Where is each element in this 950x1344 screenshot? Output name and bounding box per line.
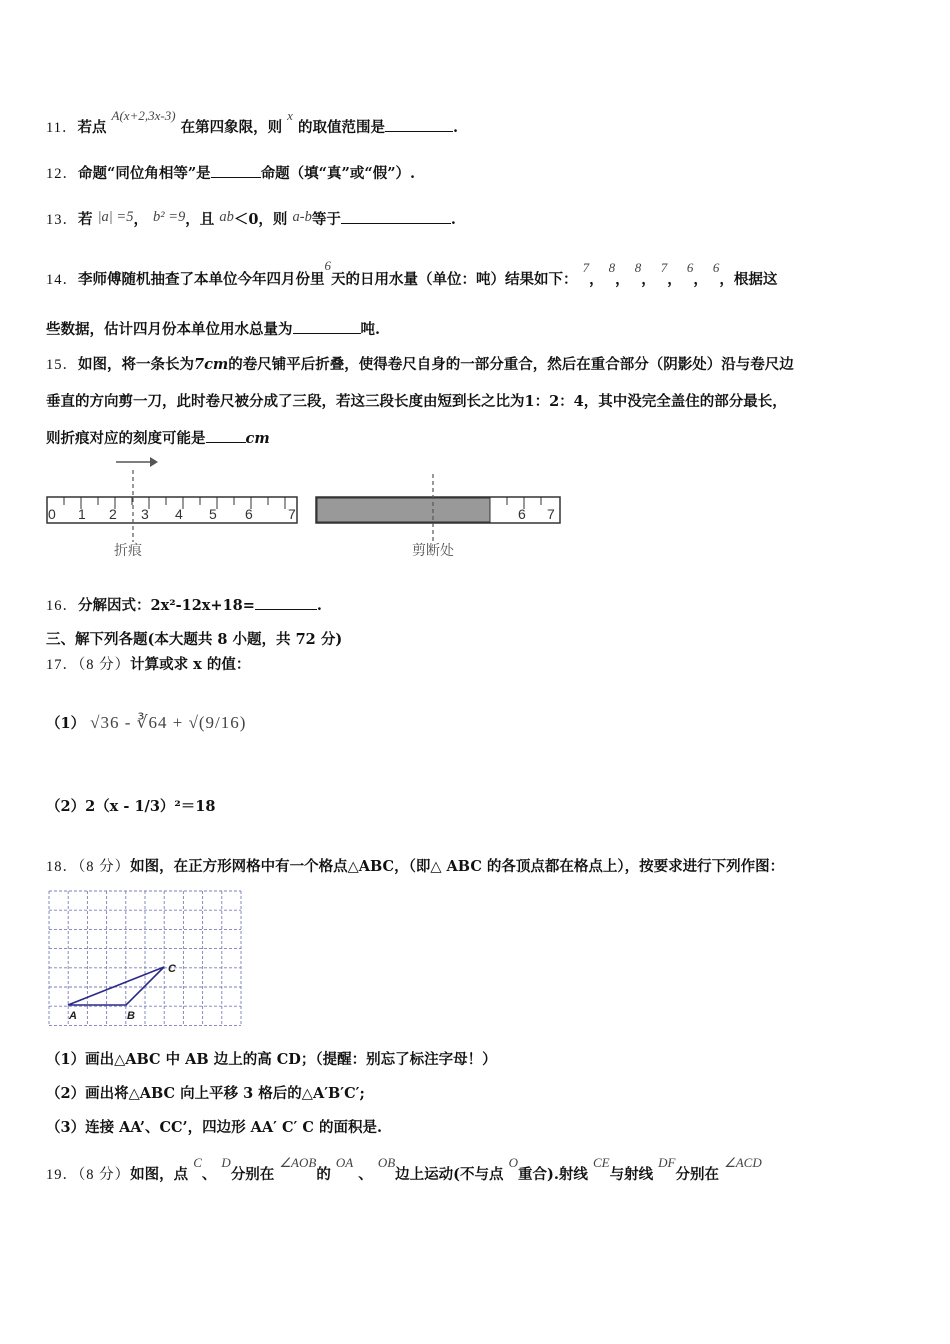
section-heading: 三、解下列各题(本大题共 8 小题，共 72 分) [46, 631, 343, 648]
question-17-part1: （1） √36 - ∛64 + √(9/16) [46, 713, 247, 732]
overlap-shaded-region [317, 498, 490, 522]
question-18-part1: （1）画出△ABC 中 AB 边上的高 CD；（提醒：别忘了标注字母！） [46, 1051, 497, 1068]
sqrt-expression: √36 - ∛64 + √(9/16) [90, 713, 247, 732]
tick-label: 4 [175, 506, 183, 522]
question-15-line2: 垂直的方向剪一刀，此时卷尺被分成了三段，若这三段长度由短到长之比为1：2：4，其中没完全盖住的部分最长， [46, 393, 787, 410]
tick-label: 7 [547, 506, 555, 522]
question-18-part3: （3）连接 AA’、CC’，四边形 AA′ C′ C 的面积是. [46, 1119, 383, 1136]
answer-blank[interactable] [255, 595, 317, 610]
ruler-figure [44, 452, 564, 562]
vertex-c-label: C [168, 963, 176, 975]
arrow-head-icon [150, 457, 158, 467]
tick-label: 0 [48, 506, 56, 522]
question-15-line3: 则折痕对应的刻度可能是 cm [46, 430, 270, 447]
question-18: 18．（8 分）如图，在正方形网格中有一个格点△ABC，（即△ ABC 的各顶点都在格点上），按要求进行下列作图： [46, 858, 785, 875]
answer-blank[interactable] [211, 163, 261, 178]
tick-label: 3 [141, 506, 149, 522]
vertex-a-label: A [69, 1010, 77, 1022]
answer-blank[interactable] [341, 209, 451, 224]
grid-figure [48, 888, 246, 1030]
question-13: 13．若 |a| =5， b² =9，且 ab＜0，则 a-b等于 . [46, 209, 456, 228]
question-14-line2: 些数据，估计四月份本单位用水总量为 吨. [46, 321, 381, 338]
tick-label: 6 [518, 506, 526, 522]
question-11: 11．若点 A(x+2,3x-3) 在第四象限，则 x 的取值范围是 . [46, 108, 459, 136]
tick-label: 2 [109, 506, 117, 522]
tick-label: 5 [209, 506, 217, 522]
question-12: 12．命题“同位角相等”是 命题（填“真”或“假”）. [46, 165, 416, 182]
triangle-abc [68, 967, 164, 1005]
tick-label: 7 [288, 506, 296, 522]
fold-label: 折痕 [114, 542, 142, 558]
vertex-b-label: B [127, 1010, 135, 1022]
question-17-part2: （2）2（x - 1/3）²＝18 [46, 798, 216, 815]
question-18-part2: （2）画出将△ABC 向上平移 3 格后的△A′B′C′; [46, 1085, 365, 1102]
question-14: 14．李师傅随机抽查了本单位今年四月份里6天的日用水量（单位：吨）结果如下： 7， 8， 8， 7， 6， 6，根据这 [46, 258, 778, 288]
tick-label: 1 [78, 506, 86, 522]
question-15: 15．如图，将一条长为7cm的卷尺铺平后折叠，使得卷尺自身的一部分重合，然后在重合部分（阴影处）沿与卷尺边 [46, 356, 794, 373]
answer-blank[interactable] [206, 428, 246, 443]
tick-label: 6 [245, 506, 253, 522]
answer-blank[interactable] [293, 319, 361, 334]
answer-blank[interactable] [385, 117, 453, 132]
question-17: 17．（8 分）计算或求 x 的值： [46, 656, 251, 673]
cut-label: 剪断处 [412, 542, 454, 558]
point-expression: A(x+2,3x-3) [111, 108, 176, 123]
question-19: 19．（8 分）如图，点 C、 D分别在 ∠AOB的 OA 、 OB边上运动(不与点 O重合).射线 CE与射线 DF分别在 ∠ACD [46, 1155, 762, 1183]
question-16: 16．分解因式：2x²-12x+18= . [46, 597, 322, 614]
